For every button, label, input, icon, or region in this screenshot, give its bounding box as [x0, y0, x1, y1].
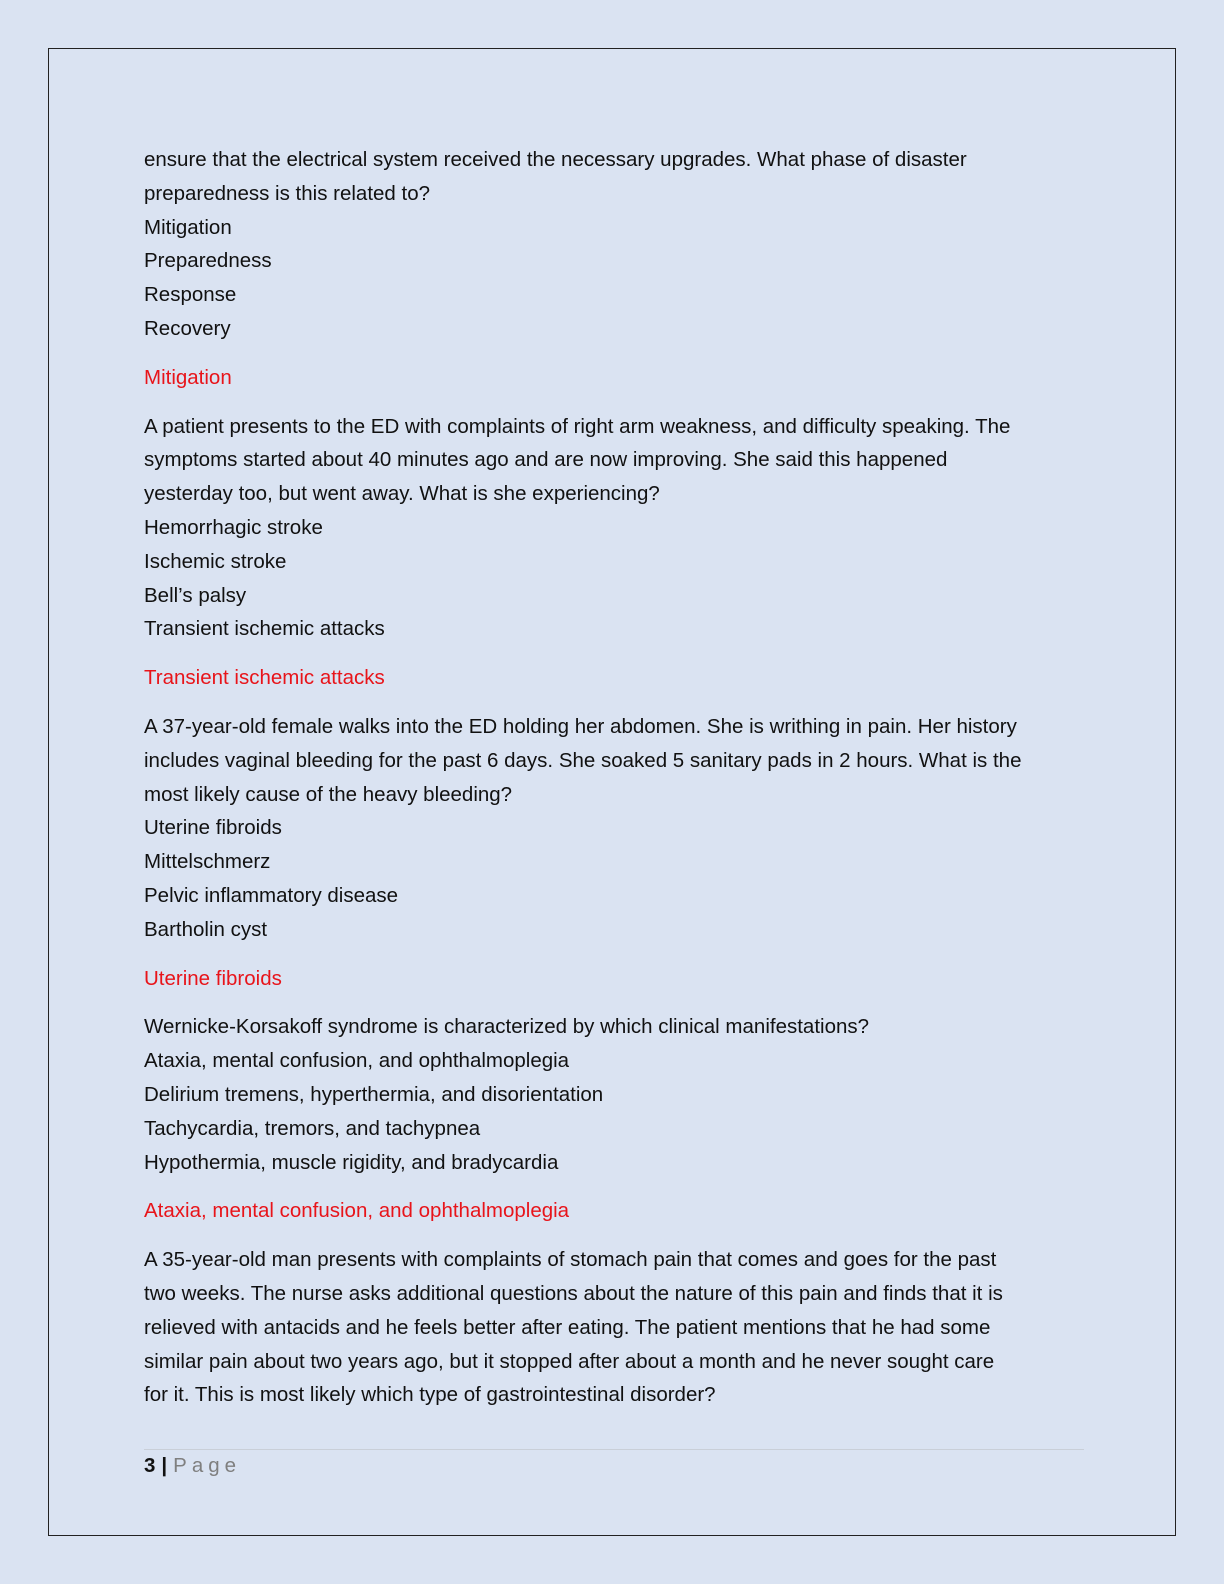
page-label: Page	[173, 1454, 242, 1477]
question-text: Wernicke-Korsakoff syndrome is characterized by which clinical manifestations?	[144, 1015, 870, 1039]
option-item: Pelvic inflammatory disease	[144, 883, 399, 907]
question-text: preparedness is this related to?	[144, 181, 431, 205]
question-text: A 35-year-old man presents with complaints of stomach pain that comes and goes for the past	[144, 1248, 997, 1272]
question-text: yesterday too, but went away. What is she experiencing?	[144, 482, 660, 506]
question-text: A patient presents to the ED with complaints of right arm weakness, and difficulty speaking. The	[144, 414, 1011, 438]
question-text: most likely cause of the heavy bleeding?	[144, 782, 513, 806]
option-item: Hemorrhagic stroke	[144, 515, 323, 539]
question-text: A 37-year-old female walks into the ED holding her abdomen. She is writhing in pain. Her history	[144, 714, 1017, 738]
question-text: two weeks. The nurse asks additional questions about the nature of this pain and finds that it is	[144, 1281, 1003, 1305]
document-body	[144, 143, 1084, 1412]
option-item: Preparedness	[144, 249, 272, 273]
answer-text: Mitigation	[144, 365, 232, 389]
question-block	[144, 410, 1084, 695]
option-item: Bell’s palsy	[144, 583, 247, 607]
option-item: Recovery	[144, 316, 231, 340]
question-text: includes vaginal bleeding for the past 6 days. She soaked 5 sanitary pads in 2 hours. What is the	[144, 748, 1022, 772]
option-item: Delirium tremens, hyperthermia, and disorientation	[144, 1082, 604, 1106]
answer-text: Ataxia, mental confusion, and ophthalmoplegia	[144, 1199, 570, 1223]
question-text: similar pain about two years ago, but it stopped after about a month and he never sought care	[144, 1349, 995, 1373]
question-text: symptoms started about 40 minutes ago and are now improving. She said this happened	[144, 448, 948, 472]
answer-text: Transient ischemic attacks	[144, 666, 385, 690]
question-text: relieved with antacids and he feels better after eating. The patient mentions that he had some	[144, 1315, 991, 1339]
page-footer	[144, 1454, 241, 1478]
page-number: 3	[144, 1454, 156, 1477]
answer-text: Uterine fibroids	[144, 966, 282, 990]
option-item: Uterine fibroids	[144, 816, 282, 840]
footer-separator: |	[161, 1454, 168, 1477]
option-item: Ischemic stroke	[144, 549, 287, 573]
option-item: Mitigation	[144, 215, 232, 239]
option-item: Response	[144, 283, 237, 307]
option-item: Mittelschmerz	[144, 850, 271, 874]
option-item: Bartholin cyst	[144, 917, 268, 941]
option-item: Tachycardia, tremors, and tachypnea	[144, 1116, 481, 1140]
question-block	[144, 1010, 1084, 1228]
option-item: Ataxia, mental confusion, and ophthalmoplegia	[144, 1049, 570, 1073]
footer-divider	[144, 1449, 1084, 1450]
option-item: Transient ischemic attacks	[144, 617, 385, 641]
question-block	[144, 1243, 1084, 1412]
question-block	[144, 143, 1084, 395]
option-item: Hypothermia, muscle rigidity, and bradycardia	[144, 1150, 559, 1174]
question-block	[144, 710, 1084, 995]
question-text: ensure that the electrical system received the necessary upgrades. What phase of disaster	[144, 148, 967, 171]
question-text: for it. This is most likely which type of gastrointestinal disorder?	[144, 1383, 716, 1407]
